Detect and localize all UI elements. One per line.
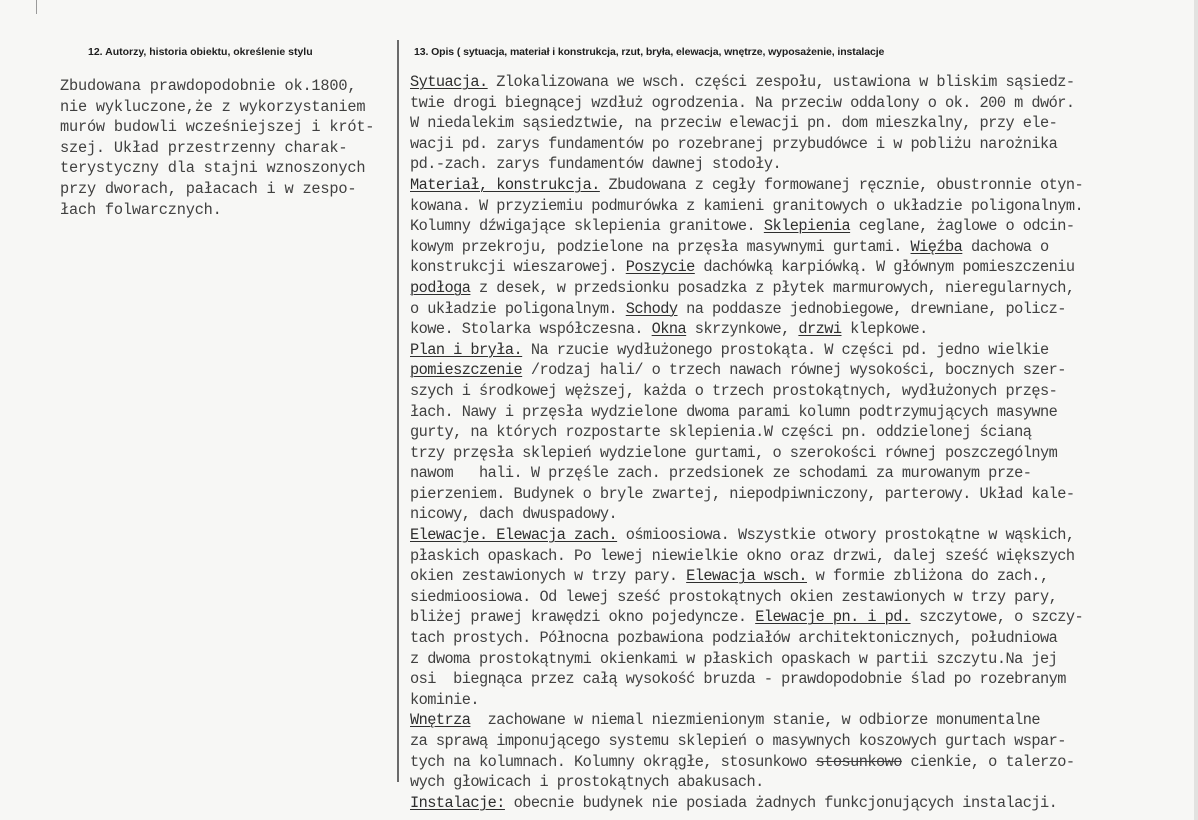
line-text: łach. Nawy i przęsła wydzielone dwoma parami kolumn podtrzymujących masywne bbox=[410, 402, 1058, 421]
history-text-column bbox=[60, 76, 390, 220]
history-line: szej. Układ przestrzenny charak- bbox=[60, 138, 348, 157]
line-text: zachowane w niemal niezmienionym stanie, w odbiorze monumentalne bbox=[470, 711, 1040, 730]
description-line bbox=[410, 154, 1190, 175]
line-text: wacji pd. zarys fundamentów po rozebranej przybudówce i w pobliżu narożnika bbox=[410, 134, 1058, 153]
line-text: na poddasze jednobiegowe, drewniane, policz- bbox=[677, 299, 1066, 318]
section-12-header: 12. Autorzy, historia obiektu, określenie stylu bbox=[88, 46, 313, 58]
line-text: okien zestawionych w trzy pary. bbox=[410, 567, 687, 586]
line-text: kominie. bbox=[410, 690, 480, 709]
history-line: Zbudowana prawdopodobnie ok.1800, bbox=[60, 77, 357, 95]
page-right-edge bbox=[1194, 0, 1198, 820]
line-text: wych głowicach i prostokątnych abakusach. bbox=[410, 773, 764, 792]
line-text: nicowy, dach dwuspadowy. bbox=[410, 505, 618, 524]
section-heading: Elewacje. Elewacja zach. bbox=[410, 526, 618, 545]
description-line bbox=[410, 216, 1190, 237]
line-text: trzy przęsła sklepień wydzielone gurtami, o szerokości równej poszczególnym bbox=[410, 443, 1058, 462]
description-line bbox=[410, 752, 1190, 773]
line-text: w formie zbliżona do zach., bbox=[806, 567, 1049, 586]
description-line bbox=[410, 772, 1190, 793]
description-line bbox=[410, 504, 1190, 525]
line-text: siedmioosiowa. Od lewej sześć prostokątnych okien zestawionych w trzy pary, bbox=[410, 587, 1058, 606]
section-heading: Poszycie bbox=[625, 258, 695, 277]
line-text: Kolumny dźwigające sklepienia granitowe. bbox=[410, 217, 764, 236]
description-line bbox=[410, 710, 1190, 731]
description-line bbox=[410, 525, 1190, 546]
line-text: pierzeniem. Budynek o bryle zwartej, niepodpiwniczony, parterowy. Układ kale- bbox=[410, 484, 1075, 503]
line-text: ceglane, żaglowe o odcin- bbox=[850, 217, 1075, 236]
section-heading: pomieszczenie bbox=[410, 361, 523, 380]
description-line bbox=[410, 546, 1190, 567]
line-text: W niedalekim sąsiedztwie, na przeciw elewacji pn. dom mieszkalny, przy ele- bbox=[410, 114, 1058, 133]
line-text: płaskich opaskach. Po lewej niewielkie okno oraz drzwi, dalej sześć większych bbox=[410, 546, 1075, 565]
line-text: szczytowe, o szczy- bbox=[910, 608, 1084, 627]
description-line bbox=[410, 793, 1190, 814]
section-heading: Schody bbox=[625, 299, 678, 318]
line-text: ośmioosiowa. Wszystkie otwory prostokątne w wąskich, bbox=[617, 526, 1075, 545]
line-text: konstrukcji wieszarowej. bbox=[410, 258, 626, 277]
section-heading: Okna bbox=[651, 320, 687, 339]
description-line bbox=[410, 669, 1190, 690]
description-line bbox=[410, 731, 1190, 752]
description-line bbox=[410, 463, 1190, 484]
section-heading: Elewacje pn. i pd. bbox=[755, 608, 911, 627]
page-edge-mark bbox=[36, 0, 37, 14]
line-text: klepkowe. bbox=[841, 320, 928, 339]
line-text: cienkie, o talerzo- bbox=[901, 752, 1075, 771]
section-13-header: 13. Opis ( sytuacja, materiał i konstrukcja, rzut, bryła, elewacja, wnętrze, wyposażenie, instalacje bbox=[414, 46, 885, 58]
description-line bbox=[410, 402, 1190, 423]
description-line bbox=[410, 134, 1190, 155]
description-line bbox=[410, 443, 1190, 464]
line-text: bliżej prawej krawędzi okno pojedyncze. bbox=[410, 608, 756, 627]
description-line bbox=[410, 93, 1190, 114]
description-line bbox=[410, 175, 1190, 196]
description-line bbox=[410, 484, 1190, 505]
history-line: murów budowli wcześniejszej i krót- bbox=[60, 118, 375, 137]
line-text: gurty, na których rozpostarte sklepienia.W części pn. oddzielonej ścianą bbox=[410, 423, 1032, 442]
description-line bbox=[410, 381, 1190, 402]
description-line bbox=[410, 72, 1190, 93]
description-line bbox=[410, 566, 1190, 587]
description-line bbox=[410, 299, 1190, 320]
line-text: kowym przekroju, podzielone na przęsła masywnymi gurtami. bbox=[410, 237, 911, 256]
section-heading: Sytuacja. bbox=[410, 73, 488, 91]
line-text: tach prostych. Północna pozbawiona podziałów architektonicznych, południowa bbox=[410, 629, 1058, 648]
description-line bbox=[410, 628, 1190, 649]
line-text: obecnie budynek nie posiada żadnych funkcjonujących instalacji. bbox=[504, 793, 1058, 812]
line-text: Na rzucie wydłużonego prostokąta. W części pd. jedno wielkie bbox=[522, 340, 1049, 359]
section-heading: Plan i bryła. bbox=[410, 340, 523, 359]
line-text: kowe. Stolarka współczesna. bbox=[410, 320, 652, 339]
description-text-column bbox=[410, 72, 1190, 813]
section-heading: Materiał, konstrukcja. bbox=[410, 175, 600, 194]
description-line bbox=[410, 607, 1190, 628]
description-line bbox=[410, 422, 1190, 443]
description-line bbox=[410, 257, 1190, 278]
section-heading: Elewacja wsch. bbox=[686, 567, 807, 586]
line-text: tych na kolumnach. Kolumny okrągłe, stosunkowo bbox=[410, 752, 816, 771]
line-text: z dwoma prostokątnymi okienkami w płaskich opaskach w partii szczytu.Na jej bbox=[410, 649, 1058, 668]
history-line: nie wykluczone,że z wykorzystaniem bbox=[60, 97, 366, 116]
description-line bbox=[410, 196, 1190, 217]
line-text: skrzynkowe, bbox=[686, 320, 799, 339]
section-heading: Wnętrza bbox=[410, 711, 471, 730]
line-text: dachówką karpiówką. W głównym pomieszczeniu bbox=[694, 258, 1075, 277]
description-line bbox=[410, 237, 1190, 258]
history-line: łach folwarcznych. bbox=[60, 200, 222, 219]
description-line bbox=[410, 340, 1190, 361]
line-text: pd.-zach. zarys fundamentów dawnej stodoły. bbox=[410, 155, 782, 174]
line-text: za sprawą imponującego systemu sklepień o masywnych koszowych gurtach wspar- bbox=[410, 732, 1066, 750]
description-line bbox=[410, 649, 1190, 670]
line-text: z desek, w przedsionku posadzka z płytek marmurowych, nieregularnych, bbox=[470, 278, 1075, 297]
description-line bbox=[410, 113, 1190, 134]
description-line bbox=[410, 360, 1190, 381]
line-text: /rodzaj hali/ o trzech nawach równej wysokości, bocznych szer- bbox=[522, 361, 1066, 380]
line-text: szych i środkowej węższej, każda o trzech prostokątnych, wydłużonych przęs- bbox=[410, 381, 1058, 400]
line-text: Zbudowana z cegły formowanej ręcznie, obustronnie otyn- bbox=[599, 175, 1084, 194]
section-heading: Sklepienia bbox=[763, 217, 851, 236]
description-line bbox=[410, 587, 1190, 608]
section-heading: drzwi bbox=[798, 320, 842, 339]
line-text: nawom hali. W przęśle zach. przedsionek ze schodami za murowanym prze- bbox=[410, 464, 1032, 483]
section-heading: Instalacje: bbox=[410, 793, 505, 812]
section-heading: podłoga bbox=[410, 278, 471, 297]
line-text: Zlokalizowana we wsch. części zespołu, ustawiona w bliskim sąsiedz- bbox=[487, 73, 1075, 91]
description-line bbox=[410, 278, 1190, 299]
description-line bbox=[410, 319, 1190, 340]
struck-text: stosunkowo bbox=[815, 752, 902, 771]
line-text: dachowa o bbox=[962, 237, 1049, 256]
line-text: osi biegnąca przez całą wysokość bruzda - prawdopodobnie ślad po rozebranym bbox=[410, 670, 1066, 689]
description-line bbox=[410, 690, 1190, 711]
history-line: terystyczny dla stajni wznoszonych bbox=[60, 159, 366, 178]
section-heading: Więźba bbox=[910, 237, 963, 256]
column-divider bbox=[397, 40, 399, 782]
line-text: o układzie poligonalnym. bbox=[410, 299, 626, 318]
history-line: przy dworach, pałacach i w zespo- bbox=[60, 179, 357, 198]
line-text: twie drogi biegnącej wzdłuż ogrodzenia. Na przeciw oddalony o ok. 200 m dwór. bbox=[410, 93, 1075, 112]
line-text: kowana. W przyziemiu podmurówka z kamieni granitowych o układzie poligonalnym. bbox=[410, 196, 1084, 215]
